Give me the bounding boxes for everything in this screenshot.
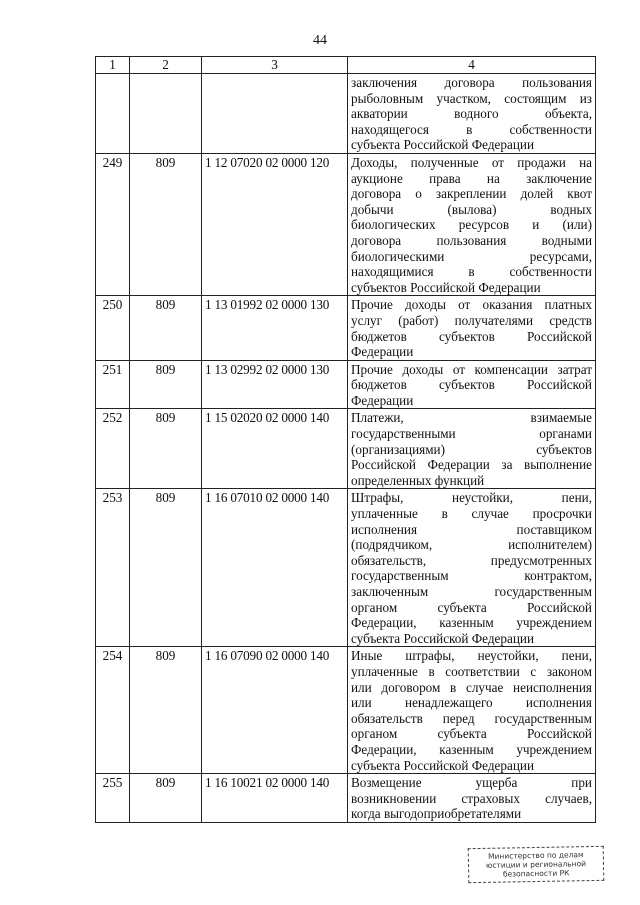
table-row [96,774,596,823]
row-number-cell: 251 [96,360,130,409]
description-line: Возмещение ущерба при [351,775,592,791]
description-line: определенных функций [351,472,485,488]
row-number-cell: 254 [96,647,130,774]
admin-code-cell: 809 [130,489,202,647]
table-row [96,153,596,295]
description-line: аукционе права на заключение [351,170,592,186]
description-cell [348,74,596,154]
description-line: Штрафы, неустойки, пени, [351,490,592,506]
description-line: возникновении страховых случаев, [351,790,592,806]
description-cell [348,360,596,409]
description-cell [348,647,596,774]
description-line: (подрядчиком, исполнителем) [351,537,592,553]
description-line: органом субъекта Российской [351,599,592,615]
description-line: органом субъекта Российской [351,726,592,742]
admin-code-cell: 809 [130,296,202,360]
stamp-line: безопасности РК [502,868,570,879]
description-line: услуг (работ) получателями средств [351,312,592,328]
description-line: государственным контрактом, [351,568,592,584]
description-line: (организациями) субъектов [351,441,592,457]
description-line: Федерации, казенным учреждением [351,741,592,757]
description-cell [348,489,596,647]
row-number-cell: 255 [96,774,130,823]
admin-code-cell: 809 [130,647,202,774]
table-row [96,409,596,489]
description-line: находящимися в собственности [351,264,592,280]
budget-code-cell: 1 13 01992 02 0000 130 [202,296,348,360]
description-line: бюджетов субъектов Российской [351,328,592,344]
description-line: биологических ресурсов и (или) [351,217,592,233]
table-body [96,74,596,823]
description-cell [348,153,596,295]
description-line: заключенным государственным [351,584,592,599]
budget-code-cell: 1 16 07090 02 0000 140 [202,647,348,774]
description-line: субъекта Российской Федерации [351,757,535,773]
description-line: Прочие доходы от компенсации затрат [351,361,592,377]
description-line: Российской Федерации за выполнение [351,457,592,473]
column-header-3: 3 [202,57,348,74]
row-number-cell: 253 [96,489,130,647]
row-number-cell [96,74,130,154]
table-row [96,647,596,774]
description-line: или ненадлежащего исполнения [351,695,592,711]
description-cell [348,774,596,823]
description-line: Платежи, взимаемые [351,410,592,426]
description-line: договора о закреплении долей квот [351,186,592,202]
description-line: государственными органами [351,426,592,442]
row-number-cell: 250 [96,296,130,360]
description-line: Иные штрафы, неустойки, пени, [351,648,592,664]
description-line: заключения договора пользования [351,75,592,90]
admin-code-cell [130,74,202,154]
description-line: бюджетов субъектов Российской [351,377,592,393]
table-row [96,74,596,154]
description-line: субъекта Российской Федерации [351,630,535,646]
table-row [96,296,596,360]
admin-code-cell: 809 [130,409,202,489]
description-line: Федерации [351,392,414,408]
budget-code-cell: 1 16 10021 02 0000 140 [202,774,348,823]
description-line: уплаченные в соответствии с законом [351,663,592,679]
column-header-2: 2 [130,57,202,74]
description-line: субъектов Российской Федерации [351,279,541,295]
page-number: 44 [313,33,327,48]
stamp-line: юстиции и региональной [485,859,587,870]
description-line: субъекта Российской Федерации [351,137,535,153]
row-number-cell: 249 [96,153,130,295]
ministry-stamp [468,846,605,883]
admin-code-cell: 809 [130,774,202,823]
description-cell [348,296,596,360]
description-line: акватории водного объекта, [351,106,592,122]
description-line: договора пользования водными [351,232,592,248]
description-line: уплаченные в случае просрочки [351,506,592,522]
description-line: или договором в случае неисполнения [351,679,592,695]
description-line: добычи (вылова) водных [351,201,592,217]
row-number-cell: 252 [96,409,130,489]
description-line: биологическими ресурсами, [351,248,592,264]
description-line: Доходы, полученные от продажи на [351,154,592,170]
description-line: обязательств, предусмотренных [351,552,592,568]
column-header-1: 1 [96,57,130,74]
budget-code-cell: 1 15 02020 02 0000 140 [202,409,348,489]
column-header-4: 4 [348,57,596,74]
admin-code-cell: 809 [130,153,202,295]
description-line: находящегося в собственности [351,121,592,137]
table-header-row [96,57,596,74]
table-row [96,360,596,409]
budget-revenue-table [95,56,596,823]
table-row [96,489,596,647]
description-line: Прочие доходы от оказания платных [351,297,592,313]
description-line: Федерации, казенным учреждением [351,615,592,631]
description-line: рыболовным участком, состоящим из [351,90,592,106]
description-line: когда выгодоприобретателями [351,806,522,822]
description-line: обязательств перед государственным [351,710,592,726]
stamp-line: Министерство по делам [487,850,584,861]
description-line: Федерации [351,344,414,360]
admin-code-cell: 809 [130,360,202,409]
description-cell [348,409,596,489]
budget-code-cell: 1 12 07020 02 0000 120 [202,153,348,295]
budget-code-cell: 1 16 07010 02 0000 140 [202,489,348,647]
budget-code-cell [202,74,348,154]
description-line: исполнения поставщиком [351,521,592,537]
budget-code-cell: 1 13 02992 02 0000 130 [202,360,348,409]
